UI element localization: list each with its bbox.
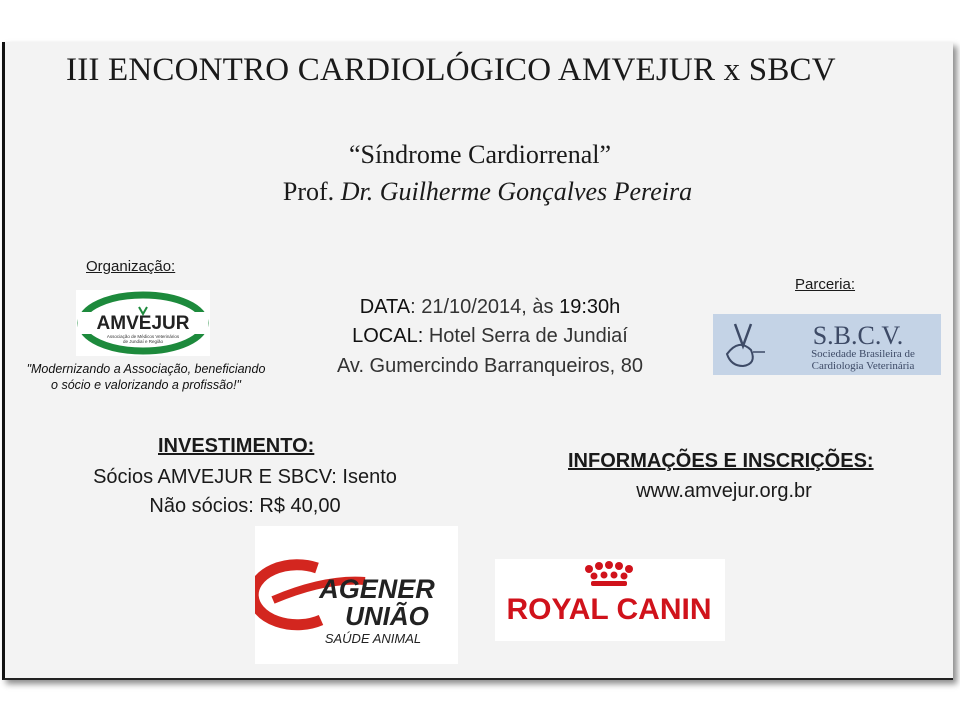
investment-non-members: Não sócios: R$ 40,00 (149, 495, 341, 517)
info-title: INFORMAÇÕES E INSCRIÇÕES: (568, 450, 874, 472)
speaker-name: Dr. Guilherme Gonçalves Pereira (340, 177, 693, 206)
speaker-prefix: Prof. (282, 177, 335, 206)
date-value: : 21/10/2014, às (410, 296, 554, 318)
agener-uniao-logo (255, 526, 458, 664)
amvejur-logo-text: AMVEJUR (96, 313, 190, 334)
partnership-label: Parceria: (795, 276, 856, 293)
event-subtitle: “Síndrome Cardiorrenal” (348, 140, 612, 169)
crown-icon (585, 561, 633, 586)
sbcv-logo (713, 314, 941, 375)
investment-members: Sócios AMVEJUR E SBCV: Isento (93, 466, 397, 488)
event-title: III ENCONTRO CARDIOLÓGICO AMVEJUR x SBCV (66, 52, 836, 88)
local-label: LOCAL: (352, 325, 424, 347)
time-value: 19:30h (559, 296, 621, 318)
event-local-line (300, 322, 680, 351)
organization-label: Organização: (86, 258, 176, 275)
speaker-line (0, 177, 960, 207)
sbcv-logo-subtext-2: Cardiologia Veterinária (811, 360, 915, 372)
sbcv-logo-subtext-1: Sociedade Brasileira de (811, 348, 915, 360)
amvejur-logo-subtext-1: Associação de Médicos Veterinários (106, 334, 180, 339)
event-address: Av. Gumercindo Barranqueiros, 80 (336, 355, 644, 377)
amvejur-logo (76, 290, 210, 356)
agener-line2: UNIÃO (345, 601, 429, 631)
agener-line3: SAÚDE ANIMAL (324, 631, 422, 646)
amvejur-logo-subtext-2: de Jundiaí e Região (122, 339, 164, 344)
info-url[interactable]: www.amvejur.org.br (636, 480, 812, 502)
event-date-line (300, 293, 680, 322)
date-label: DATA (359, 296, 411, 318)
royal-canin-logo (495, 559, 725, 641)
amvejur-quote: "Modernizando a Associação, beneficiando o sócio e valorizando a profissão!" (26, 362, 266, 392)
investment-title: INVESTIMENTO: (158, 435, 315, 457)
royal-canin-text: ROYAL CANIN (506, 593, 712, 626)
agener-line1: AGENER (319, 574, 435, 604)
local-value: Hotel Serra de Jundiaí (428, 325, 628, 347)
sbcv-logo-text: S.B.C.V. (812, 321, 904, 350)
